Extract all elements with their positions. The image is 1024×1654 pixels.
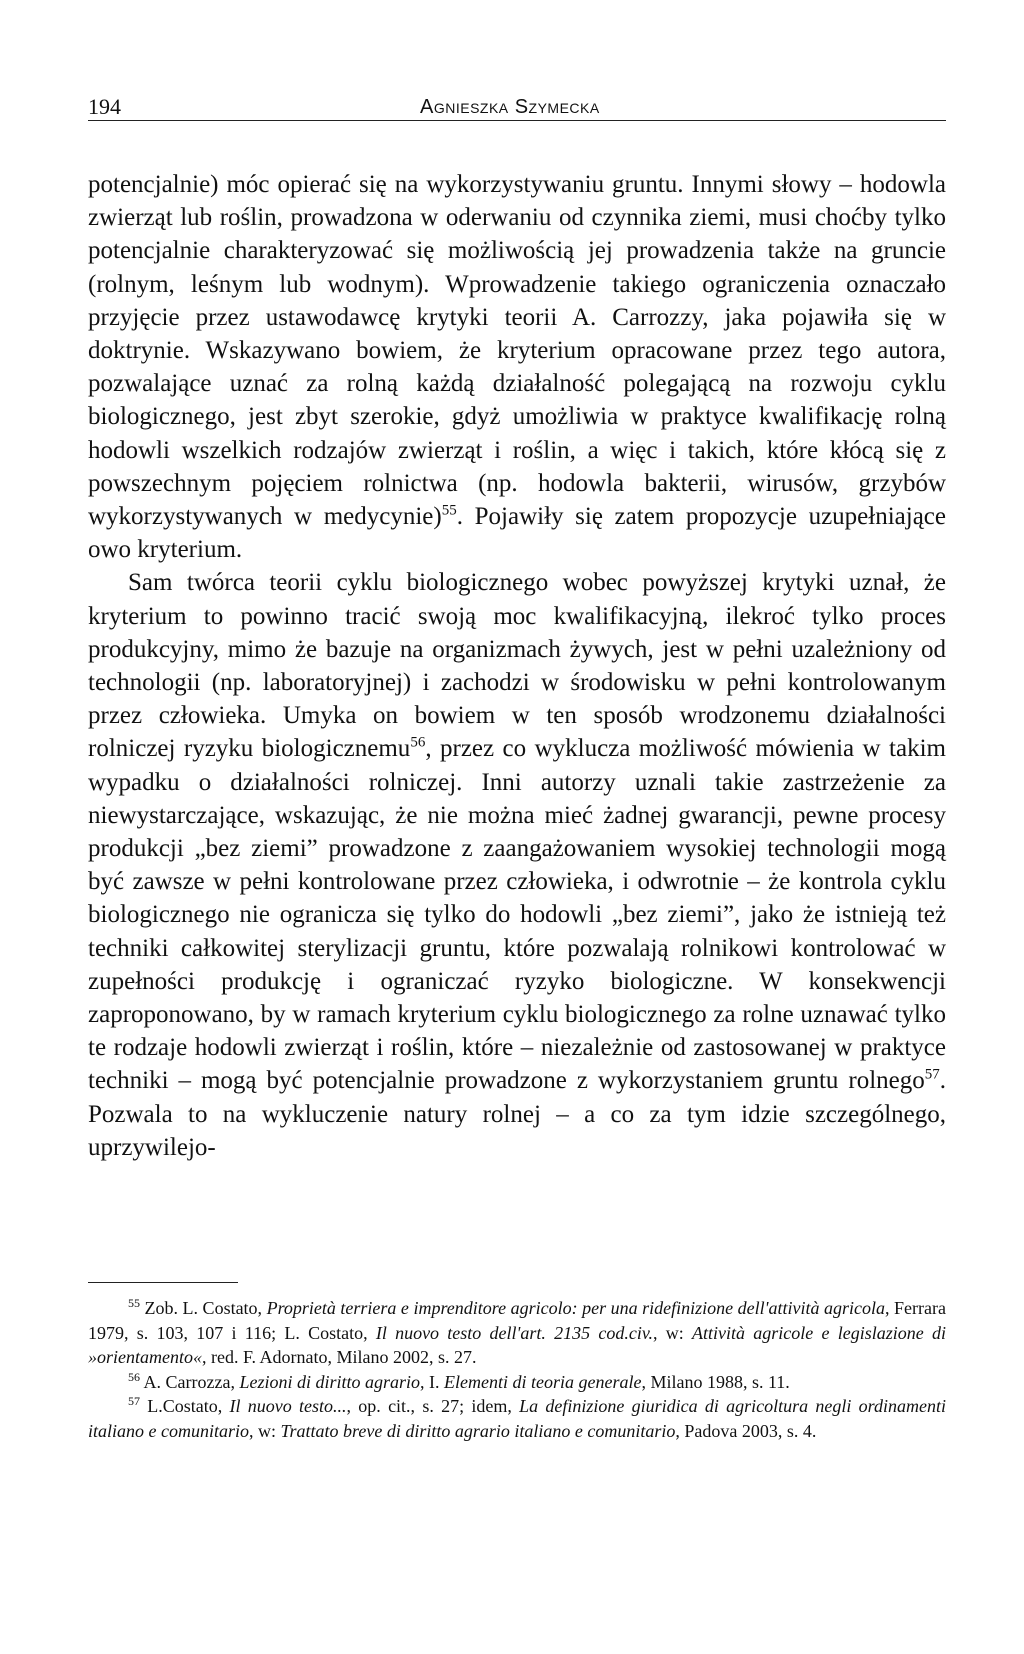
paragraph-1 — [88, 168, 946, 566]
footnote-text: Zob. L. Costato, — [144, 1298, 267, 1318]
footnote-text: , w: — [249, 1420, 281, 1441]
footnote-separator — [88, 1282, 238, 1283]
footnote-title: Proprietà terriera e imprenditore agricolo: per una ridefinizione dell'attività agricola — [266, 1298, 886, 1318]
footnote-title: La definizione giuridica di agricoltura negli ordinamenti italiano e comunitario — [88, 1396, 946, 1441]
footnote-ref-55: 55 — [441, 502, 457, 519]
paragraph-text: , przez co wyklucza możliwość mówienia w takim wypadku o działalności rolniczej. Inni autorzy uznali takie zastrzeżenie za niewystarczające, wskazując, że nie można mieć żadnej gwarancji, pewne procesy produkcji „bez ziemi” prowadzone z zaangażowaniem wysokiej technologii mogą być zawsze w pełni kontrolowane przez człowieka, i odwrotnie – że kontrola cyklu biologicznego nie ogranicza się tylko do hodowli „bez ziemi”, jako że istnieją też techniki całkowitej sterylizacji gruntu, które pozwalają rolnikowi kontrolować w zupełności produkcję i ograniczać ryzyko biologiczne. W konsekwencji zaproponowano, by w ramach kryterium cyklu biologicznego za rolne uznawać tylko te rodzaje hodowli zwierząt i roślin, które – niezależnie od zastosowanej w praktyce techniki – mogą być potencjalnie prowadzone z wykorzystaniem gruntu rolnego — [88, 735, 946, 1095]
footnote-title: Il nuovo testo... — [229, 1396, 347, 1416]
footnote-title: Trattato breve di diritto agrario italiano e comunitario — [280, 1420, 676, 1441]
footnote-text: , Padova 2003, s. 4. — [675, 1420, 817, 1441]
footnote-ref-56: 56 — [410, 735, 426, 752]
footnote-text: , I. — [420, 1371, 444, 1392]
footnote-text: , Ferrara 1979, s. 103, 107 i 116; L. Costato, — [88, 1298, 946, 1343]
footnote-title: Elementi di teoria generale — [444, 1371, 642, 1392]
footnotes — [88, 1296, 946, 1443]
running-head — [88, 94, 946, 121]
footnote-title: Il nuovo testo dell'art. 2135 cod.civ. — [375, 1322, 654, 1343]
footnote-text: , op. cit., s. 27; idem, — [346, 1396, 520, 1416]
footnote-number: 55 — [128, 1296, 140, 1310]
footnote-text: , red. F. Adornato, Milano 2002, s. 27. — [202, 1347, 477, 1367]
body-text — [88, 168, 946, 1164]
page-number: 194 — [88, 94, 121, 119]
footnote-ref-57: 57 — [924, 1067, 940, 1084]
footnote-title: Lezioni di diritto agrario — [239, 1371, 420, 1392]
running-head-author: Agnieszka Szymecka — [420, 96, 600, 118]
footnote-text: , Milano 1988, s. 11. — [641, 1371, 790, 1392]
footnote-text: A. Carrozza, — [143, 1371, 240, 1392]
footnote-text: L.Costato, — [147, 1396, 230, 1416]
footnote-number: 56 — [128, 1369, 140, 1384]
paragraph-text: . Pojawiły się zatem propozycje uzupełniające owo kryterium. — [88, 503, 946, 564]
paragraph-text: . Pozwala to na wykluczenie natury rolnej – a co za tym idzie szczególnego, uprzywilejo- — [88, 1067, 946, 1161]
footnote-number: 57 — [128, 1394, 140, 1408]
footnote-55 — [88, 1296, 946, 1370]
paragraph-text: Sam twórca teorii cyklu biologicznego wobec powyższej krytyki uznał, że kryterium to powinno tracić swoją moc kwalifikacyjną, ilekroć tylko proces produkcyjny, mimo że bazuje na organizmach żywych, jest w pełni uzależniony od technologii (np. laboratoryjnej) i zachodzi w środowisku w pełni kontrolowanym przez człowieka. Umyka on bowiem w ten sposób wrodzonemu działalności rolniczej ryzyku biologicznemu — [88, 569, 946, 763]
paragraph-2 — [88, 566, 946, 1164]
footnote-text: , w: — [653, 1322, 693, 1343]
paragraph-text: potencjalnie) móc opierać się na wykorzystywaniu gruntu. Innymi słowy – hodowla zwierząt lub roślin, prowadzona w oderwaniu od czynnika ziemi, musi choćby tylko potencjalnie charakteryzować się możliwością jej prowadzenia także na gruncie (rolnym, leśnym lub wodnym). Wprowadzenie takiego ograniczenia oznaczało przyjęcie przez ustawodawcę krytyki teorii A. Carrozzy, jaka pojawiła się w doktrynie. Wskazywano bowiem, że kryterium opracowane przez tego autora, pozwalające uznać za rolną każdą działalność polegającą na rozwoju cyklu biologicznego, jest zbyt szerokie, gdyż umożliwia w praktyce kwalifikację rolną hodowli wszelkich rodzajów zwierząt i roślin, a więc i takich, które kłócą się z powszechnym pojęciem rolnictwa (np. hodowla bakterii, wirusów, grzybów wykorzystywanych w medycynie) — [88, 171, 946, 531]
footnote-title: Attività agricole e legislazione di »orientamento« — [88, 1322, 946, 1367]
footnote-56 — [88, 1370, 946, 1395]
footnote-57 — [88, 1394, 946, 1443]
